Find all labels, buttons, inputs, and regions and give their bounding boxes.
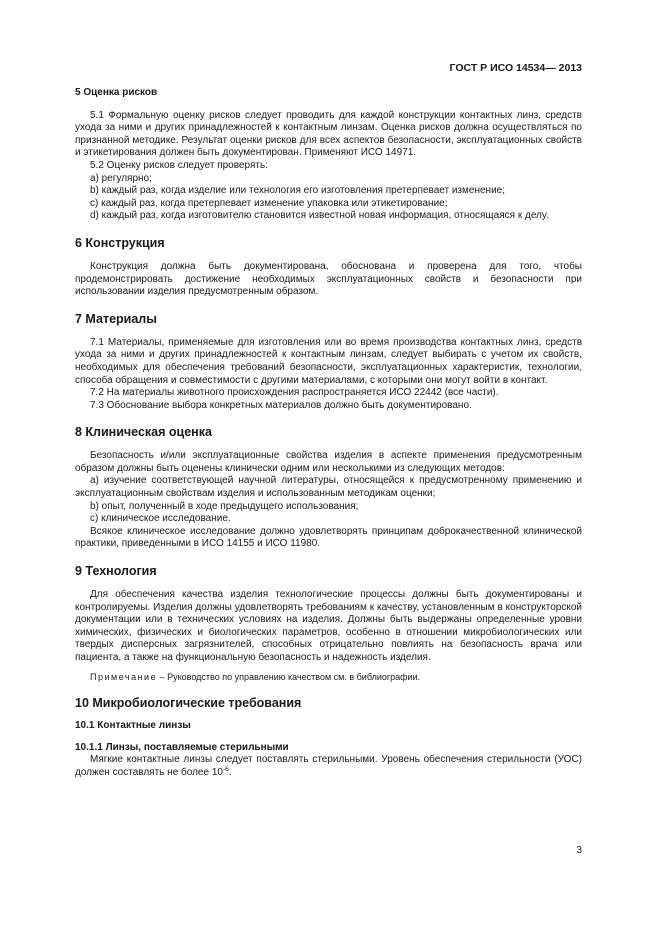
list-item: c) каждый раз, когда претерпевает изменение упаковка или этикетирование; — [90, 197, 448, 209]
list-item: b) опыт, полученный в ходе предыдущего использования; — [90, 500, 359, 512]
note-label: Примечание — [90, 671, 158, 682]
sterility-text-end: . — [228, 766, 232, 778]
section-5-title: 5 Оценка рисков — [75, 87, 158, 98]
section-10-1-title: 10.1 Контактные линзы — [75, 720, 191, 732]
standard-id-header: ГОСТ Р ИСО 14534— 2013 — [449, 62, 582, 74]
section-6-paragraph: Конструкция должна быть документирована, обоснована и проверена для того, чтобы продемонстрировать достижение необходимых эксплуатационных свойств и безопасности при использовании изделия предусмотренным образом. — [75, 260, 582, 298]
section-7-title: 7 Материалы — [75, 311, 157, 326]
note-text: – Руководство по управлению качеством см. в библиографии. — [157, 671, 421, 682]
section-10-1-1-title: 10.1.1 Линзы, поставляемые стерильными — [75, 741, 289, 753]
list-item: d) каждый раз, когда изготовителю становится известной новая информация, относящаяся к делу. — [90, 210, 549, 222]
section-10-title: 10 Микробиологические требования — [75, 696, 302, 711]
section-7-2-paragraph: 7.2 На материалы животного происхождения распространяется ИСО 22442 (все части). — [90, 387, 499, 399]
list-item: c) клиническое исследование. — [90, 513, 231, 525]
section-8-clinical-practice-paragraph: Всякое клиническое исследование должно удовлетворять принципам доброкачественной клинической практики, приведенными в ИСО 14155 и ИСО 11980. — [75, 525, 582, 550]
section-10-1-1-paragraph — [75, 754, 582, 779]
section-5-2-paragraph: 5.2 Оценку рисков следует проверять: — [90, 159, 268, 171]
section-8-title: 8 Клиническая оценка — [75, 425, 212, 440]
sterility-text: Мягкие контактные линзы следует поставлять стерильными. Уровень обеспечения стерильности (УОС) должен составлять не более 10 — [75, 754, 582, 778]
section-5-1-paragraph: 5.1 Формальную оценку рисков следует проводить для каждой конструкции контактных линз, средств ухода за ними и других принадлежностей к контактным линзам. Оценка рисков должна осуществляться по признанной методике. Результат оценки рисков для всех аспектов безопасности, эксплуатационных свойств и этикетирования должен быть документирован. Применяют ИСО 14971. — [75, 109, 582, 159]
page-number: 3 — [576, 845, 582, 856]
list-item: a) изучение соответствующей научной литературы, относящейся к предусмотренному применению и эксплуатационным свойствам изделия и использованным методикам оценки; — [75, 475, 582, 500]
sterility-exponent: -6 — [222, 765, 229, 773]
section-9-title: 9 Технология — [75, 564, 157, 579]
section-9-paragraph: Для обеспечения качества изделия технологические процессы должны быть документированы и контролируемы. Изделия должны удовлетворять требованиям к качеству, установленным в конструкторской документации или в технических условиях на изделия. Должны быть выдержаны определенные уровни химических, физических и биологических параметров, особенно в отношении микробиологических или твердых дисперсных загрязнителей, способных отрицательно повлиять на безопасность врача или пациента, а также на функциональную безопасность и надежность изделия. — [75, 589, 582, 663]
section-7-3-paragraph: 7.3 Обоснование выбора конкретных материалов должно быть документировано. — [90, 399, 472, 411]
section-7-1-paragraph: 7.1 Материалы, применяемые для изготовления или во время производства контактных линз, средств ухода за ними и других принадлежностей к контактным линзам, следует выбирать с учетом их свойств, необходимых для обеспечения требований безопасности, эксплуатационных характеристик, технологии, способа обращения и совместимости с другими материалами, с которыми они могут войти в контакт. — [75, 336, 582, 386]
list-item: a) регулярно; — [90, 172, 152, 184]
page-content — [75, 87, 582, 780]
list-item: b) каждый раз, когда изделие или технология его изготовления претерпевает изменение; — [90, 185, 505, 197]
section-8-paragraph: Безопасность и/или эксплуатационные свойства изделия в аспекте применения предусмотренным образом должны быть оценены клинически одним или несколькими из следующих методов: — [75, 450, 582, 474]
section-6-title: 6 Конструкция — [75, 235, 165, 250]
section-9-note — [75, 671, 582, 684]
